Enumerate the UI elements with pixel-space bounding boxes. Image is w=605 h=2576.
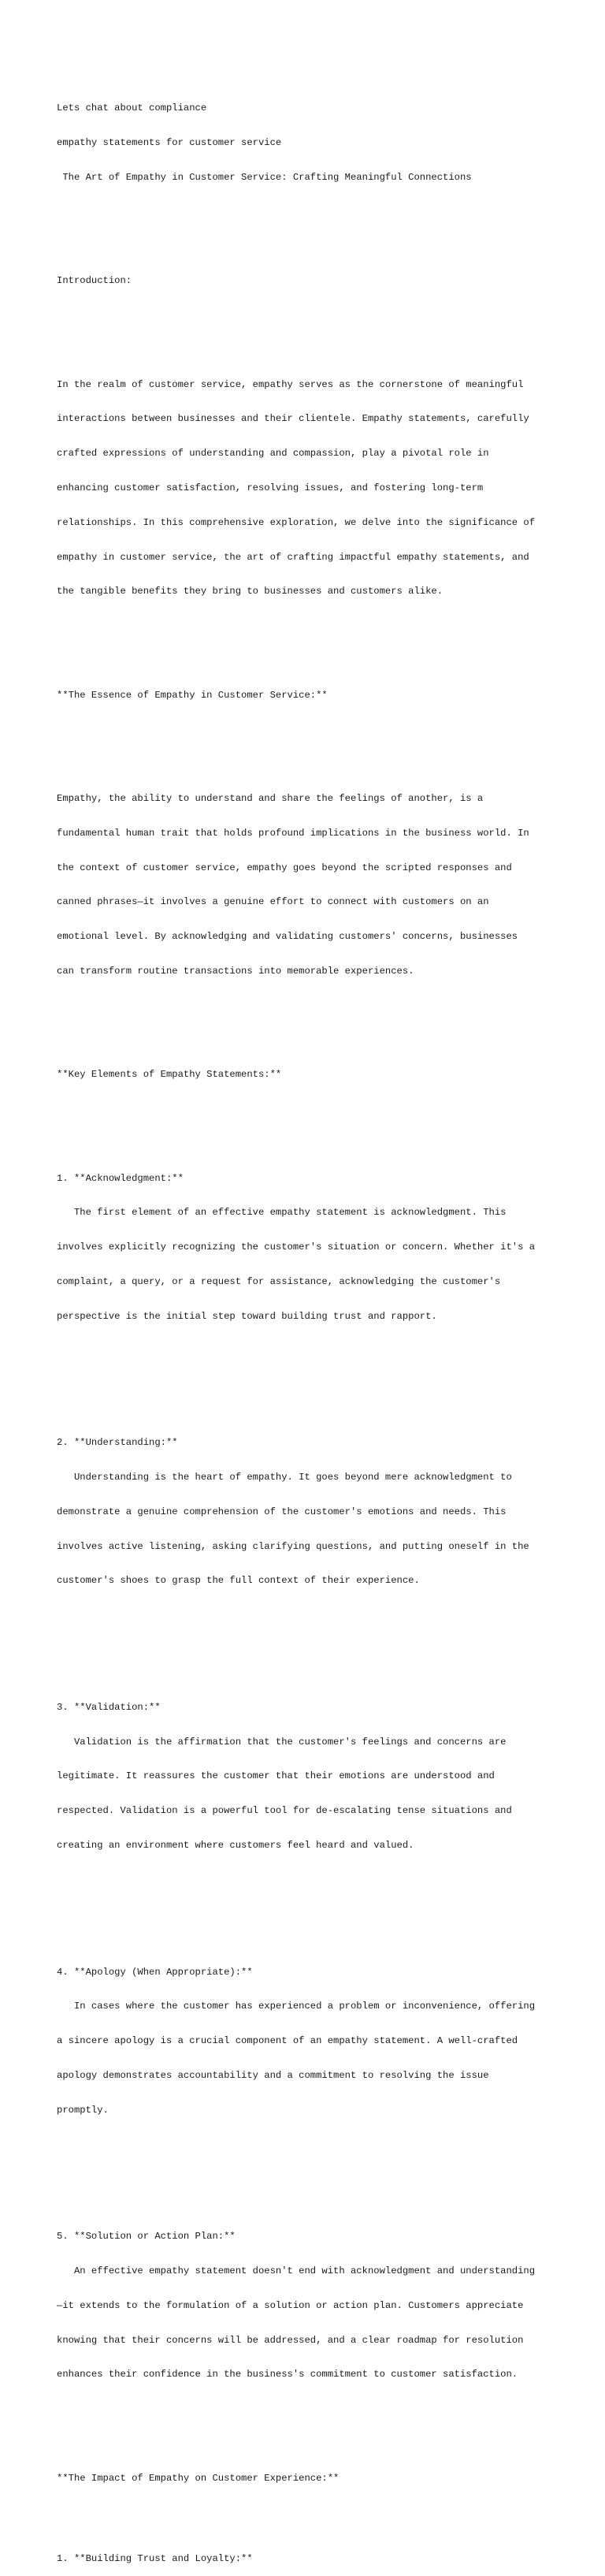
paragraph-line: enhances their confidence in the business's commitment to customer satisfaction. xyxy=(57,2369,518,2381)
key-element-item xyxy=(57,2208,561,2403)
paragraph-line: Empathy, the ability to understand and share the feelings of another, is a xyxy=(57,793,484,804)
paragraph-line: demonstrate a genuine comprehension of the customer's emotions and needs. This xyxy=(57,1506,507,1517)
essence-heading: **The Essence of Empathy in Customer Service:** xyxy=(57,689,328,701)
document-header xyxy=(57,80,561,207)
header-line: The Art of Empathy in Customer Service: Crafting Meaningful Connections xyxy=(57,171,472,183)
paragraph-line: legitimate. It reassures the customer that their emotions are understood and xyxy=(57,1770,495,1782)
intro-heading: Introduction: xyxy=(57,275,132,287)
paragraph-line: fundamental human trait that holds profound implications in the business world. In xyxy=(57,827,529,839)
impact-item-title: 1. **Building Trust and Loyalty:** xyxy=(57,2552,253,2564)
paragraph-line: canned phrases—it involves a genuine effort to connect with customers on an xyxy=(57,896,489,908)
intro-paragraph xyxy=(57,356,561,620)
key-element-title: 5. **Solution or Action Plan:** xyxy=(57,2231,236,2243)
key-element-title: 3. **Validation:** xyxy=(57,1701,161,1713)
paragraph-line: respected. Validation is a powerful tool for de-escalating tense situations and xyxy=(57,1805,512,1817)
impact-heading: **The Impact of Empathy on Customer Experience:** xyxy=(57,2472,340,2484)
paragraph-line: The first element of an effective empathy statement is acknowledgment. This xyxy=(57,1207,507,1219)
paragraph-line: can transform routine transactions into memorable experiences. xyxy=(57,965,414,977)
paragraph-line: Validation is the affirmation that the customer's feelings and concerns are xyxy=(57,1736,507,1748)
paragraph-line: the tangible benefits they bring to businesses and customers alike. xyxy=(57,586,444,597)
paragraph-line: crafted expressions of understanding and compassion, play a pivotal role in xyxy=(57,448,489,460)
key-element-title: 4. **Apology (When Appropriate):** xyxy=(57,1966,253,1978)
paragraph-line: empathy in customer service, the art of crafting impactful empathy statements, and xyxy=(57,551,529,563)
paragraph-line: involves active listening, asking clarifying questions, and putting oneself in the xyxy=(57,1540,529,1552)
paragraph-line: a sincere apology is a crucial component of an empathy statement. A well-crafted xyxy=(57,2035,518,2047)
key-element-item xyxy=(57,1679,561,1874)
paragraph-line: emotional level. By acknowledging and validating customers' concerns, businesses xyxy=(57,931,518,943)
key-element-item xyxy=(57,1149,561,1345)
essence-paragraph xyxy=(57,770,561,1000)
header-line: empathy statements for customer service xyxy=(57,137,282,149)
key-element-title: 1. **Acknowledgment:** xyxy=(57,1172,184,1184)
key-element-item xyxy=(57,1943,561,2139)
paragraph-line: involves explicitly recognizing the customer's situation or concern. Whether it's a xyxy=(57,1241,536,1253)
paragraph-line: relationships. In this comprehensive exploration, we delve into the significance of xyxy=(57,516,536,528)
paragraph-line: complaint, a query, or a request for assistance, acknowledging the customer's xyxy=(57,1275,501,1287)
paragraph-line: apology demonstrates accountability and a commitment to resolving the issue xyxy=(57,2069,489,2081)
paragraph-line: interactions between businesses and their clientele. Empathy statements, carefully xyxy=(57,413,529,425)
key-element-title: 2. **Understanding:** xyxy=(57,1437,178,1449)
document-page xyxy=(57,57,561,2576)
paragraph-line: An effective empathy statement doesn't end with acknowledgment and understanding xyxy=(57,2265,536,2276)
header-line: Lets chat about compliance xyxy=(57,102,207,114)
paragraph-line: In cases where the customer has experienced a problem or inconvenience, offering xyxy=(57,2001,536,2012)
paragraph-line: customer's shoes to grasp the full context of their experience. xyxy=(57,1575,420,1587)
paragraph-line: In the realm of customer service, empathy serves as the cornerstone of meaningful xyxy=(57,378,524,390)
key-elements-heading: **Key Elements of Empathy Statements:** xyxy=(57,1069,282,1081)
paragraph-line: Understanding is the heart of empathy. It goes beyond mere acknowledgment to xyxy=(57,1472,512,1483)
paragraph-line: the context of customer service, empathy goes beyond the scripted responses and xyxy=(57,862,512,873)
paragraph-line: creating an environment where customers feel heard and valued. xyxy=(57,1840,414,1852)
paragraph-line: promptly. xyxy=(57,2104,109,2116)
paragraph-line: knowing that their concerns will be addressed, and a clear roadmap for resolution xyxy=(57,2334,524,2346)
paragraph-line: enhancing customer satisfaction, resolving issues, and fostering long-term xyxy=(57,482,484,493)
paragraph-line: —it extends to the formulation of a solution or action plan. Customers appreciate xyxy=(57,2299,524,2311)
paragraph-line: perspective is the initial step toward building trust and rapport. xyxy=(57,1310,437,1322)
key-element-item xyxy=(57,1414,561,1610)
